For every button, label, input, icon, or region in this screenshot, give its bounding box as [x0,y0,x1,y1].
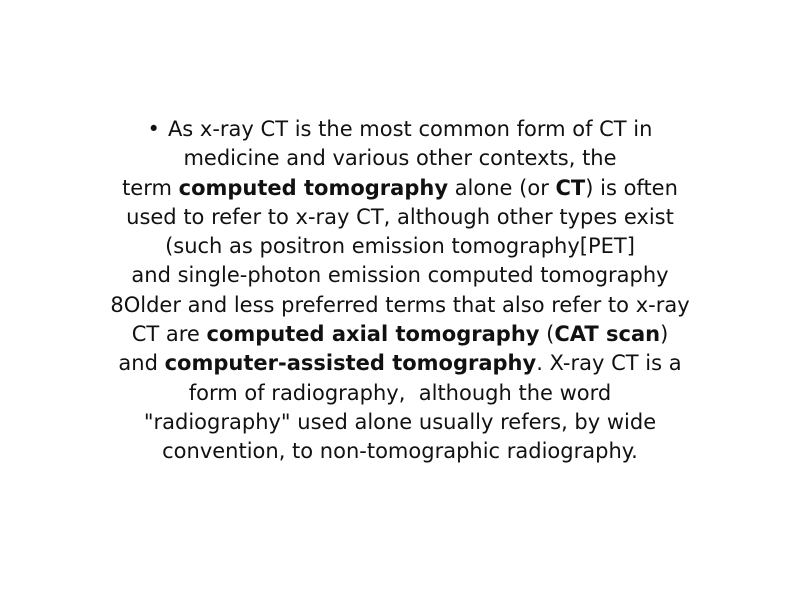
line-10 [62,379,738,408]
line-2 [62,144,738,173]
text-run: form of radiography, although the word [188,380,612,405]
line-6 [62,261,738,290]
text-run: "radiography" used alone usually refers, by wide [143,409,657,434]
text-run: ( [539,322,555,347]
text-run: . X-ray CT is a [536,351,682,376]
text-run: alone (or [448,175,556,200]
line-12 [62,437,738,466]
bold-term: computed tomography [178,175,449,200]
text-run: medicine and various other contexts, the [183,146,617,171]
text-run: As x-ray CT is the most common form of CT in [167,117,653,141]
text-run: 8Older and less preferred terms that also refer to x-ray [110,292,690,317]
bold-term: computer-assisted tomography [164,351,537,376]
text-run: used to refer to x-ray CT, although other types exist [126,204,674,229]
text-run: convention, to non-tomographic radiography. [162,439,638,464]
bullet-paragraph [62,115,738,467]
line-7 [62,291,738,320]
text-run: and single-photon emission computed tomography [131,263,669,288]
bold-term: computed axial tomography [206,322,540,347]
text-run: ) [660,322,669,347]
text-run: (such as positron emission tomography[PET] [165,234,635,259]
line-8 [62,320,738,349]
line-11 [62,408,738,437]
line-5 [62,232,738,261]
bullet-icon: • [147,117,160,141]
line-9 [62,349,738,378]
text-run: term [122,175,179,200]
text-run: and [118,351,165,376]
line-3 [62,174,738,203]
text-run: ) is often [585,175,678,200]
line-4 [62,203,738,232]
bold-term: CT [555,175,586,200]
text-run: CT are [131,322,207,347]
bold-term: CAT scan [554,322,661,347]
line-1 [62,115,738,144]
